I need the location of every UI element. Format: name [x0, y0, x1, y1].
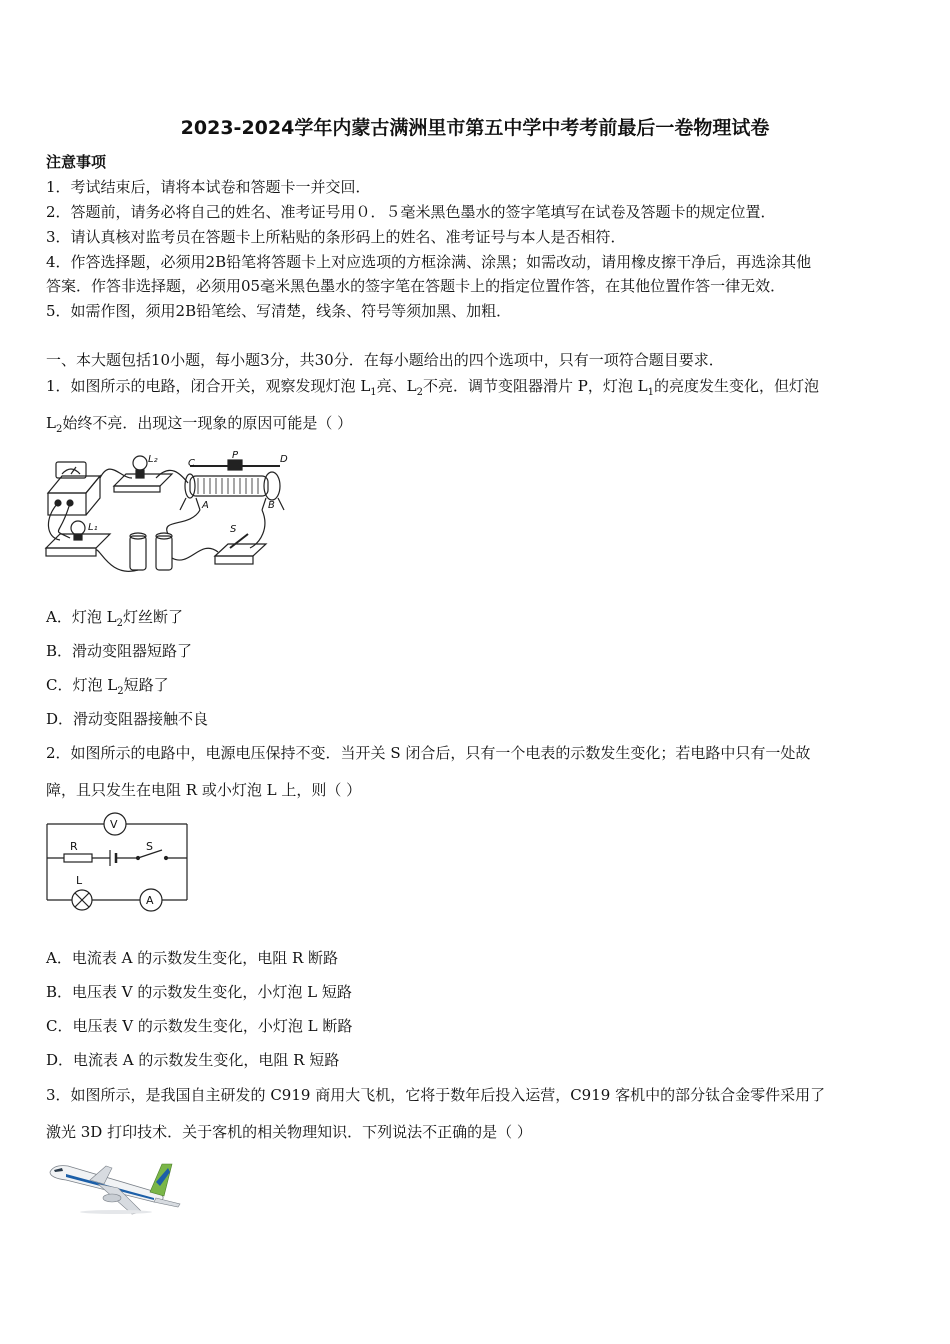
c919-airplane-image	[46, 1158, 186, 1216]
q1-stem-line1: 1．如图所示的电路，闭合开关，观察发现灯泡 $L_1$亮、$L_2$不亮．调节变阻器滑片 P，灯泡 $L_1$的亮度发生变化，但灯泡	[46, 377, 819, 398]
notice-item: 2．答题前，请务必将自己的姓名、准考证号用０．５毫米黑色墨水的签字笔填写在试卷及答题卡的规定位置．	[46, 203, 776, 221]
fig-label-d: D	[280, 454, 288, 465]
fig-label-v: V	[110, 818, 118, 831]
fig-label-b: B	[268, 500, 275, 511]
fig-label-c: C	[188, 458, 195, 469]
q1-option-c: C．灯泡 $L_2$短路了	[46, 676, 169, 697]
q2-option-c: C．电压表 V 的示数发生变化，小灯泡 L 断路	[46, 1017, 353, 1035]
fig-label-l2: L₂	[148, 454, 158, 465]
fig-label-a: A	[146, 894, 154, 907]
q2-circuit-figure	[42, 812, 192, 912]
fig-label-a: A	[202, 500, 209, 511]
notice-item: 4．作答选择题，必须用2B铅笔将答题卡上对应选项的方框涂满、涂黑；如需改动，请用橡皮擦干净后，再选涂其他	[46, 253, 812, 271]
fig-label-l: L	[76, 874, 83, 887]
fig-label-s: S	[146, 840, 153, 853]
notice-item: 5．如需作图，须用2B铅笔绘、写清楚，线条、符号等须加黑、加粗．	[46, 302, 512, 320]
q1-option-a: A．灯泡 $L_2$灯丝断了	[46, 608, 183, 629]
fig-label-r: R	[70, 840, 78, 853]
q1-stem-line2: $L_2$始终不亮．出现这一现象的原因可能是（ ）	[46, 414, 353, 435]
page-title: 2023-2024学年内蒙古满洲里市第五中学中考考前最后一卷物理试卷	[180, 117, 770, 139]
section-heading: 一、本大题包括10小题，每小题3分，共30分．在每小题给出的四个选项中，只有一项符合题目要求．	[46, 351, 724, 369]
q2-option-d: D．电流表 A 的示数发生变化，电阻 R 短路	[46, 1051, 340, 1069]
notice-item: 答案．作答非选择题，必须用05毫米黑色墨水的签字笔在答题卡上的指定位置作答，在其他位置作答一律无效．	[46, 277, 786, 295]
q3-stem-line2: 激光 3D 打印技术．关于客机的相关物理知识．下列说法不正确的是（ ）	[46, 1123, 532, 1141]
q3-stem-line1: 3．如图所示，是我国自主研发的 C919 商用大飞机，它将于数年后投入运营，C919 客机中的部分钛合金零件采用了	[46, 1086, 826, 1104]
q1-option-d: D．滑动变阻器接触不良	[46, 710, 209, 728]
q2-option-b: B．电压表 V 的示数发生变化，小灯泡 L 短路	[46, 983, 352, 1001]
q1-option-b: B．滑动变阻器短路了	[46, 642, 193, 660]
notice-item: 1．考试结束后，请将本试卷和答题卡一并交回．	[46, 178, 371, 196]
q2-option-a: A．电流表 A 的示数发生变化，电阻 R 断路	[46, 949, 339, 967]
fig-label-p: P	[232, 450, 239, 461]
q2-stem-line1: 2．如图所示的电路中，电源电压保持不变．当开关 S 闭合后，只有一个电表的示数发生变化；若电路中只有一处故	[46, 744, 811, 762]
notice-item: 3．请认真核对监考员在答题卡上所粘贴的条形码上的姓名、准考证号与本人是否相符．	[46, 228, 626, 246]
notice-heading: 注意事项	[46, 153, 107, 171]
q1-circuit-figure	[40, 448, 310, 578]
fig-label-l1: L₁	[88, 522, 98, 533]
q2-stem-line2: 障，且只发生在电阻 R 或小灯泡 L 上，则（ ）	[46, 781, 362, 799]
fig-label-s: S	[230, 524, 237, 535]
